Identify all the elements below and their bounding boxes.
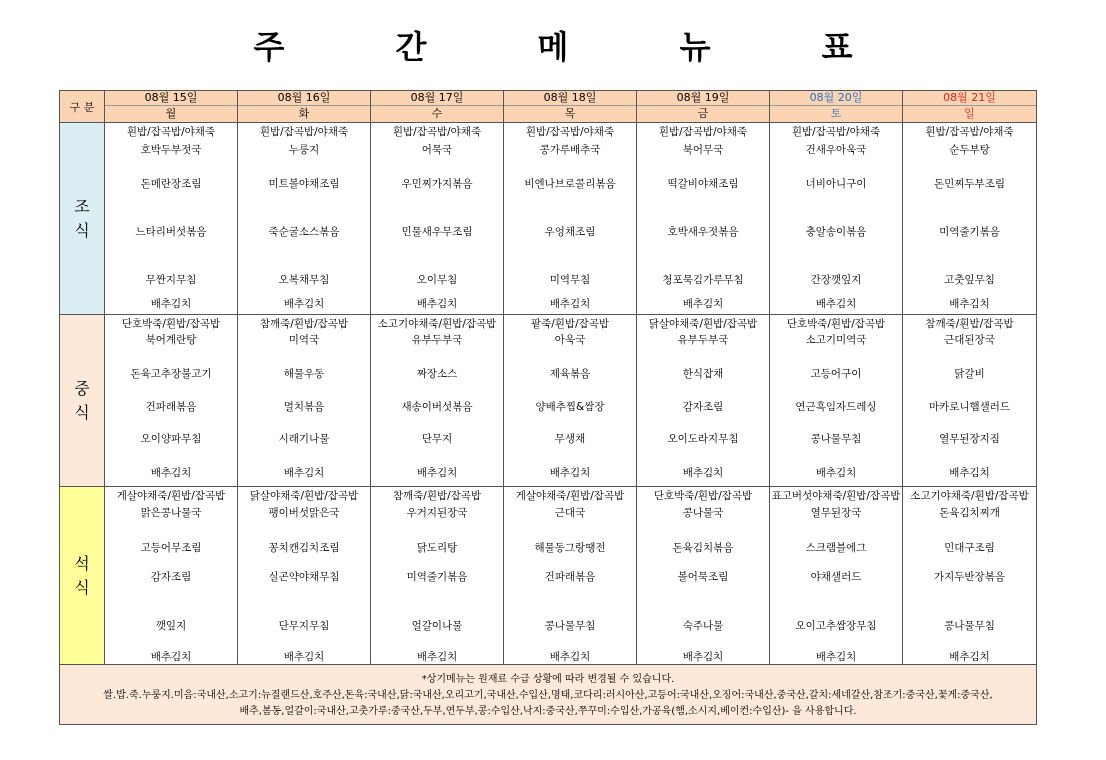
menu-item: 흰밥/잡곡밥/야채죽 [658, 126, 748, 138]
menu-item: 배추김치 [949, 467, 990, 479]
meal-label-breakfast [60, 123, 105, 315]
lunch-row [60, 315, 1037, 487]
menu-item: 소고기야채죽/흰밥/잡곡밥 [377, 318, 497, 330]
menu-item: 배추김치 [949, 298, 990, 310]
footer-notice: *상기메뉴는 원재료 수급 상황에 따라 변경될 수 있습니다. [421, 673, 675, 685]
day-weekday: 목 [564, 107, 576, 120]
menu-cell [637, 315, 770, 487]
day-header [770, 91, 903, 123]
menu-item: 미역줄기볶음 [406, 571, 468, 583]
dinner-row [60, 487, 1037, 665]
menu-item: 느타리버섯볶음 [135, 226, 207, 238]
menu-cell [903, 123, 1037, 315]
menu-item: 청포묵김가루무침 [662, 274, 744, 286]
menu-cell [105, 123, 238, 315]
menu-item: 스크램블에그 [805, 542, 867, 554]
day-header [105, 91, 238, 123]
meal-label-dinner [60, 487, 105, 665]
menu-item: 고춧잎무침 [944, 274, 995, 286]
menu-item: 우엉채조림 [544, 226, 596, 238]
day-date: 08월 21일 [903, 91, 1036, 106]
menu-cell [105, 487, 238, 665]
menu-item: 새송이버섯볶음 [401, 401, 473, 413]
menu-item: 연근흑임자드레싱 [795, 401, 877, 413]
menu-cell [238, 487, 371, 665]
menu-item: 배추김치 [682, 467, 724, 479]
menu-item: 해물우동 [283, 368, 325, 380]
menu-item: 제육볶음 [549, 368, 591, 380]
footer-origin-2: 배추,봄동,얼갈이:국내산,고춧가루:중국산,두부,연두부,콩:수입산,낙지:중국산,쭈꾸미:수입산,가공육(햄,소시지,베이컨:수입산)- 을 사용합니다. [239, 705, 857, 717]
menu-item: 꽁치캔김치조림 [268, 542, 340, 554]
menu-item: 콩나물무침 [544, 620, 596, 632]
menu-item: 돈육고추장불고기 [130, 368, 212, 380]
menu-cell [371, 487, 504, 665]
footer-row [60, 665, 1037, 725]
menu-item: 배추김치 [150, 298, 192, 310]
menu-item: 배추김치 [949, 651, 990, 663]
menu-item: 닭살야채죽/흰밥/잡곡밥 [648, 318, 758, 330]
menu-item: 흰밥/잡곡밥/야채죽 [925, 126, 1014, 138]
menu-item: 실곤약야채무침 [268, 571, 340, 583]
menu-item: 감자조림 [150, 571, 192, 583]
meal-label-char: 식 [74, 577, 90, 597]
menu-item: 누룽지 [288, 144, 320, 156]
menu-item: 소고기야채죽/흰밥/잡곡밥 [910, 490, 1029, 502]
category-label: 구 분 [60, 91, 105, 123]
menu-item: 미트볼야채조림 [268, 178, 340, 190]
menu-item: 배추김치 [549, 651, 591, 663]
menu-item: 단무지무침 [278, 620, 330, 632]
day-weekday: 토 [830, 107, 842, 120]
header-row [60, 91, 1037, 123]
menu-item: 콩가루배추국 [539, 144, 601, 156]
menu-item: 시래기나물 [278, 433, 330, 445]
breakfast-row [60, 123, 1037, 315]
menu-item: 미역국 [288, 334, 320, 346]
menu-item: 맑은콩나물국 [140, 507, 202, 519]
menu-item: 흰밥/잡곡밥/야채죽 [525, 126, 615, 138]
menu-item: 배추김치 [682, 651, 724, 663]
menu-item: 건새우아욱국 [805, 144, 867, 156]
meal-label-char: 중 [74, 378, 90, 398]
footer-origin-1: 쌀.밥.죽.누룽지.미음:국내산,소고기:뉴질랜드산,호주산,돈육:국내산,닭:국내산,오리고기,국내산,수입산,명태,코다리:러시아산,고등어:국내산,오징어:국내산,중국산,갈치:세네갈산,참조기:중국산,꽃게:중국산, [103, 689, 993, 701]
day-date: 08월 16일 [238, 91, 370, 106]
menu-item: 죽순굴소스볶음 [268, 226, 340, 238]
day-header [504, 91, 637, 123]
menu-item: 건파래볶음 [145, 401, 197, 413]
meal-label-char: 식 [74, 402, 90, 422]
day-weekday: 화 [298, 107, 310, 120]
day-date: 08월 19일 [637, 91, 769, 106]
menu-item: 배추김치 [815, 298, 857, 310]
menu-item: 양배추찜&쌈장 [535, 401, 605, 413]
day-date: 08월 20일 [770, 91, 902, 106]
day-date: 08월 15일 [105, 91, 237, 106]
menu-item: 단호박죽/흰밥/잡곡밥 [653, 490, 753, 502]
menu-item: 닭도리탕 [416, 542, 458, 554]
menu-item: 배추김치 [416, 298, 458, 310]
menu-item: 돈육김치찌개 [939, 507, 1000, 519]
menu-item: 배추김치 [549, 467, 591, 479]
day-date: 08월 17일 [371, 91, 503, 106]
menu-item: 볼어묵조림 [677, 571, 729, 583]
menu-item: 게살야채죽/흰밥/잡곡밥 [116, 490, 226, 502]
menu-item: 감자조림 [682, 401, 724, 413]
menu-cell [770, 315, 903, 487]
day-weekday: 월 [165, 107, 177, 120]
menu-item: 근대된장국 [944, 334, 995, 346]
day-header [637, 91, 770, 123]
menu-cell [504, 315, 637, 487]
menu-item: 참깨죽/흰밥/잡곡밥 [259, 318, 349, 330]
meal-label-char: 석 [74, 553, 90, 573]
menu-item: 배추김치 [416, 467, 458, 479]
menu-item: 오이무침 [416, 274, 458, 286]
menu-item: 배추김치 [549, 298, 591, 310]
menu-item: 배추김치 [815, 467, 857, 479]
menu-item: 오이도라지무침 [667, 433, 739, 445]
menu-item: 고등어무조림 [140, 542, 202, 554]
menu-item: 북어계란탕 [145, 334, 197, 346]
menu-item: 얼갈이나물 [411, 620, 463, 632]
menu-item: 충알송이볶음 [805, 226, 867, 238]
menu-item: 무짠지무침 [145, 274, 197, 286]
menu-item: 아욱국 [554, 334, 586, 346]
menu-item: 미역줄기볶음 [939, 226, 1000, 238]
menu-item: 열무된장국 [810, 507, 862, 519]
menu-item: 해물동그랑땡전 [534, 542, 606, 554]
menu-item: 마카로니햄샐러드 [928, 401, 1011, 413]
menu-item: 우거지된장국 [406, 507, 468, 519]
menu-item: 깻잎지 [155, 620, 187, 632]
menu-item: 무생채 [554, 433, 586, 445]
day-weekday: 일 [964, 107, 975, 120]
menu-item: 우민찌가지볶음 [401, 178, 473, 190]
day-header [238, 91, 371, 123]
menu-cell [105, 315, 238, 487]
menu-cell [903, 487, 1037, 665]
menu-item: 배추김치 [815, 651, 857, 663]
day-header [371, 91, 504, 123]
menu-cell [903, 315, 1037, 487]
menu-item: 어묵국 [421, 144, 453, 156]
menu-cell [238, 123, 371, 315]
menu-item: 순두부탕 [949, 144, 990, 156]
menu-item: 짜장소스 [416, 368, 458, 380]
menu-cell [770, 487, 903, 665]
menu-item: 열무된장지짐 [939, 433, 1000, 445]
menu-item: 단무지 [421, 433, 453, 445]
menu-item: 흰밥/잡곡밥/야채죽 [259, 126, 349, 138]
menu-item: 민대구조림 [944, 542, 995, 554]
menu-item: 멸치볶음 [283, 401, 325, 413]
menu-cell [637, 487, 770, 665]
menu-item: 호박두부젓국 [140, 144, 202, 156]
menu-item: 숙주나물 [682, 620, 724, 632]
menu-item: 미역무침 [549, 274, 591, 286]
menu-item: 오복채무침 [278, 274, 330, 286]
menu-item: 배추김치 [416, 651, 458, 663]
meal-label-char: 조 [74, 196, 90, 216]
menu-item: 닭살야채죽/흰밥/잡곡밥 [249, 490, 359, 502]
menu-item: 민물새우무조림 [401, 226, 473, 238]
menu-item: 야채샐러드 [810, 571, 862, 583]
menu-item: 흰밥/잡곡밥/야채죽 [392, 126, 482, 138]
menu-item: 근대국 [554, 507, 586, 519]
menu-item: 배추김치 [283, 298, 325, 310]
menu-item: 콩나물무침 [944, 620, 995, 632]
menu-cell [637, 123, 770, 315]
menu-item: 떡갈비야채조림 [667, 178, 739, 190]
page-title: 주 간 메 뉴 표 [253, 28, 903, 66]
menu-item: 단호박죽/흰밥/잡곡밥 [786, 318, 886, 330]
footer-note [60, 665, 1037, 725]
menu-item: 표고버섯야채죽/흰밥/잡곡밥 [771, 490, 901, 502]
menu-item: 배추김치 [150, 467, 192, 479]
menu-item: 소고기미역국 [805, 334, 867, 346]
day-weekday: 수 [431, 107, 443, 120]
menu-item: 배추김치 [150, 651, 192, 663]
menu-item: 북어무국 [682, 144, 724, 156]
menu-item: 오이고추쌈장무침 [795, 620, 877, 632]
menu-item: 배추김치 [283, 467, 325, 479]
day-date: 08월 18일 [504, 91, 636, 106]
day-weekday: 금 [697, 107, 709, 120]
menu-item: 비엔나브로콜리볶음 [524, 178, 616, 190]
meal-label-lunch [60, 315, 105, 487]
menu-item: 가지두반장볶음 [933, 571, 1005, 583]
menu-item: 참깨죽/흰밥/잡곡밥 [392, 490, 482, 502]
menu-cell [371, 315, 504, 487]
meal-label-char: 식 [74, 220, 90, 240]
day-header [903, 91, 1037, 123]
weekly-menu-table [59, 90, 1037, 725]
menu-item: 한식잡채 [682, 368, 724, 380]
menu-item: 간장깻잎지 [810, 274, 862, 286]
menu-item: 게살야채죽/흰밥/잡곡밥 [515, 490, 625, 502]
menu-cell [504, 487, 637, 665]
menu-item: 너비아니구이 [805, 178, 867, 190]
menu-item: 팥죽/흰밥/잡곡밥 [530, 318, 610, 330]
menu-item: 오이양파무침 [140, 433, 202, 445]
menu-item: 유부두부국 [411, 334, 463, 346]
menu-item: 흰밥/잡곡밥/야채죽 [126, 126, 216, 138]
menu-item: 돈육김치볶음 [672, 542, 734, 554]
menu-item: 참깨죽/흰밥/잡곡밥 [925, 318, 1014, 330]
menu-cell [504, 123, 637, 315]
menu-item: 고등어구이 [810, 368, 862, 380]
menu-cell [371, 123, 504, 315]
menu-item: 단호박죽/흰밥/잡곡밥 [121, 318, 221, 330]
menu-item: 닭갈비 [954, 368, 985, 380]
menu-item: 배추김치 [682, 298, 724, 310]
menu-item: 돈민찌두부조림 [933, 178, 1005, 190]
menu-item: 팽이버섯맑은국 [268, 507, 340, 519]
menu-item: 흰밥/잡곡밥/야채죽 [791, 126, 881, 138]
menu-item: 돈메란장조림 [140, 178, 202, 190]
menu-cell [238, 315, 371, 487]
menu-cell [770, 123, 903, 315]
menu-item: 유부두부국 [677, 334, 729, 346]
menu-item: 건파래볶음 [544, 571, 596, 583]
menu-item: 배추김치 [283, 651, 325, 663]
menu-item: 호박새우젓볶음 [667, 226, 739, 238]
menu-item: 콩나물국 [682, 507, 724, 519]
menu-item: 콩나물무침 [810, 433, 862, 445]
